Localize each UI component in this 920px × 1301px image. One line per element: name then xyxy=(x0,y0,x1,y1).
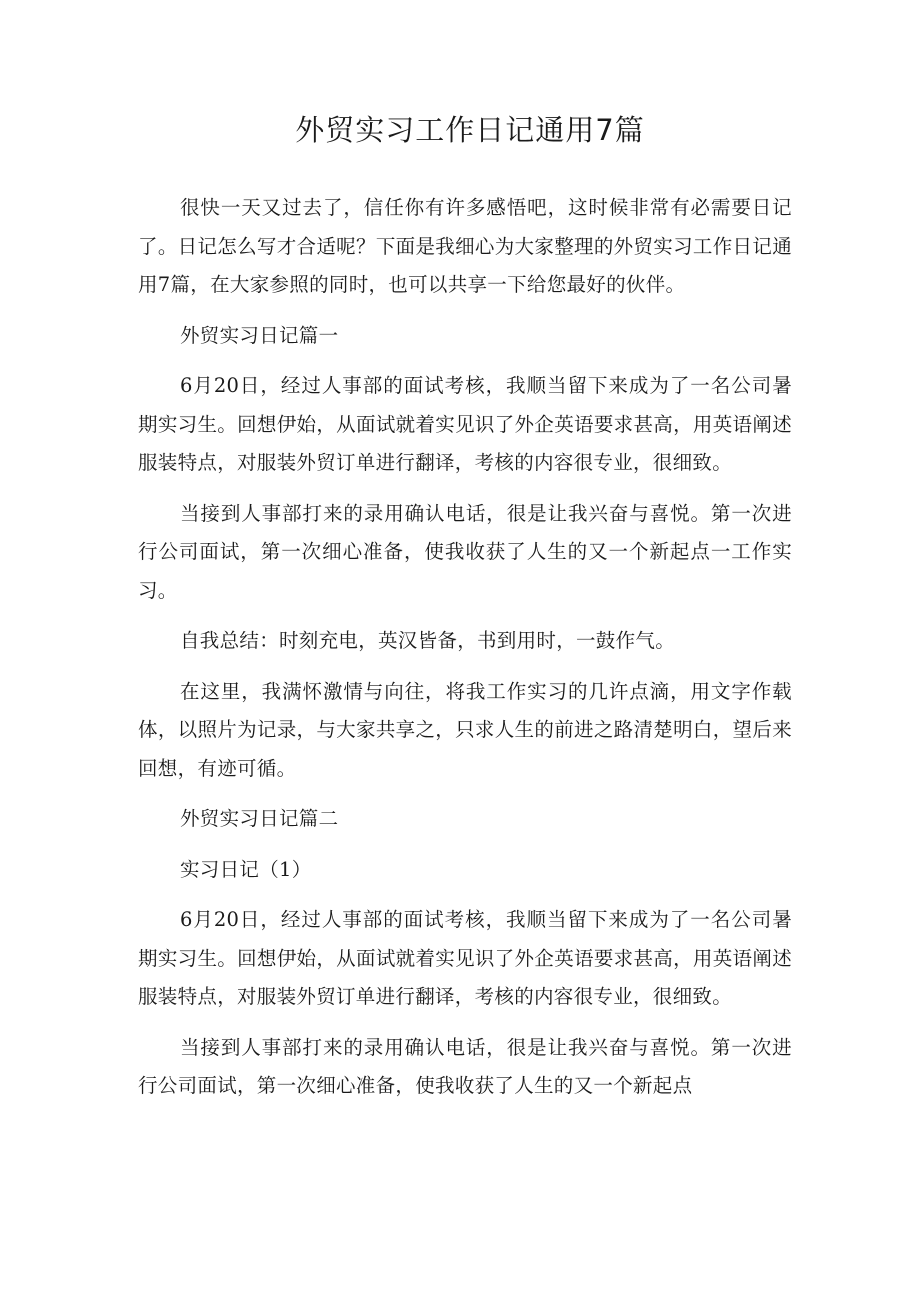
intro-paragraph: 很快一天又过去了，信任你有许多感悟吧，这时候非常有必需要日记了。日记怎么写才合适呢？下面是我细心为大家整理的外贸实习工作日记通用7篇，在大家参照的同时，也可以共享一下给您最好的伙伴。 xyxy=(138,196,792,296)
body-paragraph: 6月20日，经过人事部的面试考核，我顺当留下来成为了一名公司暑期实习生。回想伊始，从面试就着实见识了外企英语要求甚高，用英语阐述服装特点，对服装外贸订单进行翻译，考核的内容很专业，很细致。 xyxy=(138,908,792,1008)
section-heading-2: 外贸实习日记篇二 xyxy=(180,807,339,830)
body-paragraph: 在这里，我满怀激情与向往，将我工作实习的几许点滴，用文字作载体，以照片为记录，与大家共享之，只求人生的前进之路清楚明白，望后来回想，有迹可循。 xyxy=(138,679,792,780)
body-paragraph: 当接到人事部打来的录用确认电话，很是让我兴奋与喜悦。第一次进行公司面试，第一次细心准备，使我收获了人生的又一个新起点一工作实习。 xyxy=(138,501,792,602)
body-paragraph: 6月20日，经过人事部的面试考核，我顺当留下来成为了一名公司暑期实习生。回想伊始，从面试就着实见识了外企英语要求甚高，用英语阐述服装特点，对服装外贸订单进行翻译，考核的内容很专业，很细致。 xyxy=(138,374,792,474)
subsection-heading: 实习日记（1） xyxy=(180,857,312,881)
summary-paragraph: 自我总结：时刻充电，英汉皆备，书到用时，一鼓作气。 xyxy=(180,629,676,652)
section-heading-1: 外贸实习日记篇一 xyxy=(180,323,339,347)
document-title: 外贸实习工作日记通用7篇 xyxy=(295,113,645,147)
body-paragraph: 当接到人事部打来的录用确认电话，很是让我兴奋与喜悦。第一次进行公司面试，第一次细心准备，使我收获了人生的又一个新起点 xyxy=(138,1035,792,1097)
